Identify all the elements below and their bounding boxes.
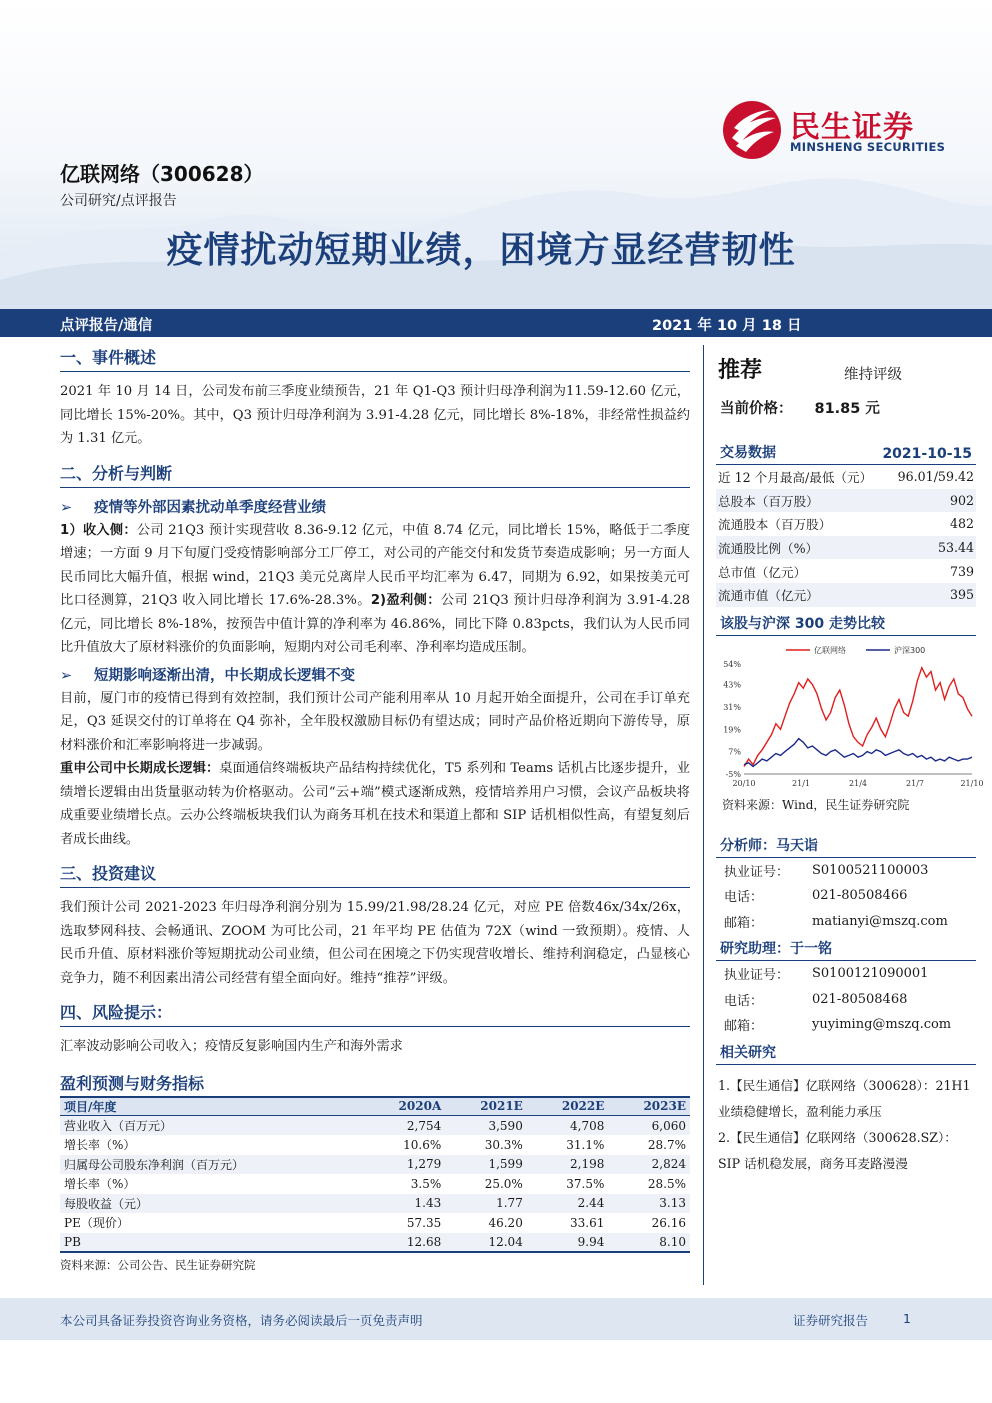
table-cell: 2,824 — [608, 1155, 690, 1175]
table-cell: 57.35 — [406, 1215, 442, 1230]
assistant-info-row — [716, 987, 976, 1013]
price-trend-svg — [716, 642, 984, 794]
chart-title: 该股与沪深 300 走势比较 — [720, 615, 885, 632]
table-cell: 4,708 — [527, 1116, 609, 1136]
analysis-subtitle-1-text: 疫情等外部因素扰动单季度经营业绩 — [94, 499, 326, 516]
rating-block — [716, 345, 976, 393]
assistant-header — [716, 938, 976, 961]
analyst-info-row — [716, 909, 976, 935]
table-cell: 3.13 — [608, 1194, 690, 1214]
section-title-investment: 三、投资建议 — [60, 861, 690, 888]
analyst-header — [716, 835, 976, 858]
section-title-event: 一、事件概述 — [60, 345, 690, 372]
table-cell: 每股收益（元） — [60, 1194, 363, 1214]
table-cell: 1,599 — [445, 1155, 527, 1175]
info-key: 邮箱： — [724, 915, 764, 931]
table-cell: 9.94 — [527, 1233, 609, 1253]
report-date: 2021 年 10 月 18 日 — [652, 318, 802, 334]
related-item[interactable]: 2.【民生通信】亿联网络（300628.SZ）：SIP 话机稳发展，商务耳麦路漫漫 — [718, 1129, 957, 1171]
table-row — [60, 1233, 690, 1253]
table-cell: 25.0% — [484, 1176, 523, 1191]
table-cell: 8.10 — [608, 1233, 690, 1253]
profit-side-text: 公司 21Q3 预计归母净利润为 3.91-4.28 亿元，同比增长 8%-18%，按预告中值计算的净利率为 46.86%，同比下降 0.83pcts，我们认为人民币同比升值放大了原材料涨价的负面影响，短期内对公司毛利率、净利率均造成压制。 — [60, 593, 691, 655]
y-tick-label: 7% — [728, 747, 741, 757]
table-cell: 营业收入（百万元） — [60, 1116, 363, 1136]
analyst-info-row — [716, 858, 976, 884]
growth-logic-text: 桌面通信终端板块产品结构持续优化，T5 系列和 Teams 话机占比逐步提升，业绩增长逻辑由出货量驱动转为价格驱动。公司“云+端”模式逐渐成熟，疫情培养用户习惯，会议产品板块将成重要业绩增长点。云办公终端板块我们认为商务耳机在技术和渠道上都和 SIP 话机相似性高，有望复刻后者成长曲线。 — [60, 761, 690, 847]
trade-label: 流通股比例（%） — [718, 541, 819, 557]
revenue-side-lead: 1）收入侧： — [60, 522, 137, 538]
table-cell: 28.7% — [647, 1137, 686, 1152]
report-header — [0, 0, 992, 300]
table-cell: 1,279 — [363, 1155, 445, 1175]
analysis-subtitle-1 — [60, 496, 690, 517]
financials-source: 资料来源：公司公告、民生证券研究院 — [60, 1258, 256, 1272]
y-tick-label: 43% — [723, 680, 741, 690]
brand-name-cn: 民生证券 — [790, 110, 914, 145]
info-value: 021-80508468 — [812, 991, 908, 1007]
category-band — [0, 309, 992, 337]
table-cell: 10.6% — [403, 1137, 442, 1152]
analysis-subtitle-2-text: 短期影响逐渐出清，中长期成长逻辑不变 — [94, 667, 355, 684]
trade-data-date: 2021-10-15 — [882, 446, 972, 462]
arrow-bullet-icon: ➢ — [60, 499, 73, 516]
column-divider — [703, 345, 704, 1285]
related-header — [716, 1042, 976, 1065]
analyst-info-row — [716, 883, 976, 909]
x-tick-label: 20/10 — [732, 778, 756, 788]
financials-table — [60, 1096, 690, 1254]
analyst-email[interactable]: matianyi@mszq.com — [812, 913, 948, 929]
trade-label: 近 12 个月最高/最低（元） — [718, 470, 873, 486]
table-cell: 6,060 — [608, 1116, 690, 1136]
report-headline: 疫情扰动短期业绩，困境方显经营韧性 — [166, 230, 796, 271]
assistant-info-row — [716, 1012, 976, 1038]
trade-label: 流通市值（亿元） — [718, 588, 819, 604]
legend-label: 亿联网络 — [814, 645, 846, 655]
table-cell: PE（现价） — [64, 1216, 129, 1231]
assistant-title: 研究助理：于一铭 — [720, 941, 832, 958]
info-key: 电话： — [724, 993, 764, 1009]
y-tick-label: 31% — [723, 702, 741, 712]
y-tick-label: 19% — [723, 724, 741, 734]
table-cell: 归属母公司股东净利润（百万元） — [60, 1155, 363, 1175]
trade-label: 总市值（亿元） — [718, 564, 807, 580]
table-cell: 12.68 — [363, 1233, 445, 1253]
trade-value: 395 — [949, 587, 974, 603]
price-trend-chart — [716, 642, 984, 794]
trade-row — [716, 489, 976, 513]
trade-row — [716, 583, 976, 607]
table-cell: 2,198 — [527, 1155, 609, 1175]
table-cell: 37.5% — [566, 1176, 605, 1191]
table-cell: 30.3% — [484, 1137, 523, 1152]
x-tick-label: 21/10 — [960, 778, 984, 788]
table-row — [60, 1116, 690, 1136]
info-key: 执业证号： — [724, 968, 790, 984]
info-key: 电话： — [724, 890, 764, 906]
trade-row — [716, 536, 976, 560]
price-value: 81.85 元 — [814, 401, 880, 417]
analysis-paragraph-3 — [60, 757, 690, 851]
trade-value: 902 — [949, 492, 974, 508]
trade-label: 流通股本（百万股） — [718, 517, 832, 533]
trade-row — [716, 512, 976, 536]
footer-doc-kind: 证券研究报告 — [793, 1313, 869, 1328]
sidebar — [716, 345, 984, 1177]
table-cell: PB — [60, 1233, 363, 1253]
table-row — [60, 1155, 690, 1175]
event-summary-text: 2021 年 10 月 14 日，公司发布前三季度业绩预告，21 年 Q1-Q3 预计归母净利润为11.59-12.60 亿元，同比增长 15%-20%。其中，Q3 预计归母净利润为 3.91-4.28 亿元，同比增长 8%-18%，非经常性损益约为 1.31 亿元。 — [60, 384, 690, 446]
col-header: 2022E — [527, 1097, 609, 1116]
table-cell: 3.5% — [410, 1176, 442, 1191]
table-cell: 33.61 — [570, 1215, 605, 1230]
trade-data-title: 交易数据 — [720, 445, 776, 461]
table-row — [60, 1174, 690, 1194]
section-title-risk: 四、风险提示： — [60, 1000, 690, 1027]
related-item[interactable]: 1.【民生通信】亿联网络（300628）：21H1业绩稳健增长，盈利能力承压 — [718, 1077, 971, 1119]
table-cell: 2.44 — [527, 1194, 609, 1214]
info-value: S0100121090001 — [812, 966, 929, 982]
footer-disclaimer: 本公司具备证券投资咨询业务资格，请务必阅读最后一页免责声明 — [60, 1313, 423, 1328]
related-title: 相关研究 — [720, 1044, 776, 1061]
rating-value: 推荐 — [718, 358, 763, 383]
trade-row — [716, 559, 976, 583]
section-title-analysis: 二、分析与判断 — [60, 461, 690, 488]
chart-header — [716, 613, 976, 636]
investment-advice-text: 我们预计公司 2021-2023 年归母净利润分别为 15.99/21.98/28.24 亿元，对应 PE 倍数46x/34x/26x，选取梦网科技、会畅通讯、ZOOM 为可比公司，21 年平均 PE 估值为 72X（wind 一致预期）。疫情、人民币升值、原材料涨价等短期扰动公司业绩，但公司在困境之下仍实现营收增长、维持利润稳定，凸显核心竞争力，随不利因素出清公司经营有望全面向好。维持“推荐”评级。 — [60, 900, 690, 986]
profit-side-lead: 2)盈利侧： — [370, 593, 441, 608]
trade-value: 482 — [949, 516, 974, 532]
trade-value: 96.01/59.42 — [897, 469, 974, 485]
related-research-list — [716, 1073, 976, 1177]
x-tick-label: 21/7 — [906, 778, 924, 788]
analysis-paragraph-2: 目前，厦门市的疫情已得到有效控制，我们预计公司产能利用率从 10 月起开始全面提升，公司在手订单充足，Q3 延误交付的订单将在 Q4 弥补，全年股权激励目标仍有望达成；同时产品价格近期向下游传导，原材料涨价和汇率影响将进一步减弱。 — [60, 690, 690, 753]
chart-source: 资料来源：Wind，民生证券研究院 — [722, 797, 910, 812]
table-cell: 46.20 — [488, 1215, 523, 1230]
current-price — [716, 397, 976, 418]
col-header: 2021E — [445, 1097, 527, 1116]
assistant-info-row — [716, 961, 976, 987]
arrow-bullet-icon: ➢ — [60, 667, 73, 684]
trade-label: 总股本（百万股） — [718, 493, 819, 509]
report-type: 公司研究/点评报告 — [60, 193, 177, 209]
growth-logic-lead: 重申公司中长期成长逻辑： — [60, 761, 220, 776]
rating-note: 维持评级 — [844, 367, 902, 383]
table-cell: 28.5% — [647, 1176, 686, 1191]
table-cell: 增长率（%） — [64, 1138, 136, 1153]
table-cell: 增长率（%） — [64, 1177, 136, 1192]
table-row — [60, 1213, 690, 1233]
col-header: 2020A — [363, 1097, 445, 1116]
page-footer — [0, 1298, 992, 1340]
table-row — [60, 1135, 690, 1155]
legend-label: 沪深300 — [894, 645, 926, 655]
trade-data-header — [716, 442, 976, 465]
analyst-title: 分析师：马天诣 — [720, 837, 818, 854]
y-tick-label: 54% — [723, 659, 741, 669]
table-cell: 12.04 — [445, 1233, 527, 1253]
analysis-paragraph-1 — [60, 519, 690, 660]
financials-title: 盈利预测与财务指标 — [60, 1073, 205, 1093]
minsheng-logo-icon — [722, 100, 782, 160]
trade-row — [716, 465, 976, 489]
col-header: 项目/年度 — [60, 1097, 363, 1116]
risk-text: 汇率波动影响公司收入；疫情反复影响国内生产和海外需求 — [60, 1039, 403, 1054]
table-cell: 31.1% — [566, 1137, 605, 1152]
analysis-subtitle-2 — [60, 664, 690, 685]
table-cell: 1.77 — [445, 1194, 527, 1214]
table-cell: 1.43 — [363, 1194, 445, 1214]
info-key: 邮箱： — [724, 1019, 764, 1035]
col-header: 2023E — [608, 1097, 690, 1116]
y-tick-label: -5% — [725, 769, 741, 779]
minsheng-logo — [722, 100, 962, 160]
main-content — [60, 345, 690, 1273]
trade-value: 739 — [949, 563, 974, 579]
table-cell: 26.16 — [651, 1215, 686, 1230]
info-value: S0100521100003 — [812, 862, 929, 878]
info-value: 021-80508466 — [812, 888, 908, 904]
x-tick-label: 21/4 — [849, 778, 867, 788]
price-label: 当前价格： — [720, 401, 793, 417]
report-category: 点评报告/通信 — [60, 318, 153, 334]
table-cell: 2,754 — [363, 1116, 445, 1136]
stock-title: 亿联网络（300628） — [60, 162, 264, 186]
series-line — [744, 667, 972, 766]
revenue-side-text: 公司 21Q3 预计实现营收 8.36-9.12 亿元，中值 8.74 亿元，同比增长 15%，略低于二季度增速；一方面 9 月下旬厦门受疫情影响部分工厂停工，对公司的产能交付和发货节奏造成影响；另一方面人民币同比大幅升值，根据 wind，21Q3 美元兑离岸人民币平均汇率为 6.47，同期为 6.92，如果按美元可比口径测算，21Q3 收入同比增长 17.6%-28.3%。 — [60, 522, 690, 608]
info-key: 执业证号： — [724, 864, 790, 880]
trade-value: 53.44 — [937, 540, 974, 556]
x-tick-label: 21/1 — [792, 778, 810, 788]
assistant-email[interactable]: yuyiming@mszq.com — [812, 1017, 952, 1033]
page-number: 1 — [903, 1311, 911, 1326]
table-cell: 3,590 — [445, 1116, 527, 1136]
financials-header-row — [60, 1097, 690, 1116]
brand-name-en: MINSHENG SECURITIES — [790, 140, 946, 154]
table-row — [60, 1194, 690, 1214]
